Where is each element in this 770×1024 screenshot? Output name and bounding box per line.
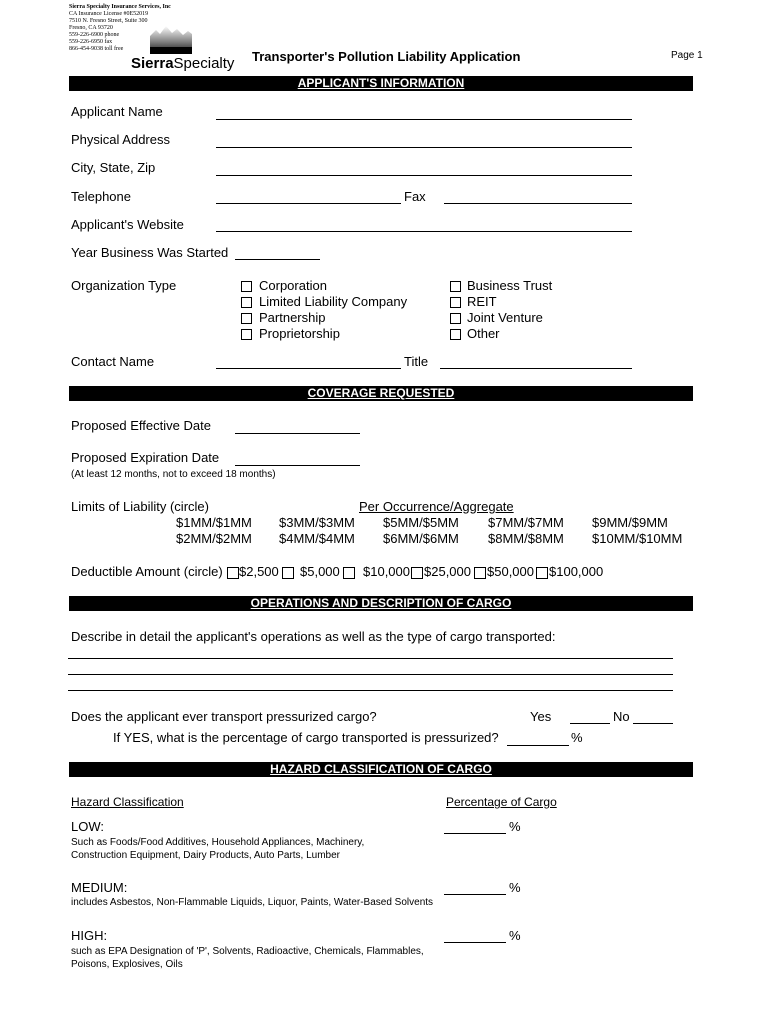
limit-option[interactable]: $8MM/$8MM: [488, 531, 564, 546]
deductible-option: $2,500: [239, 564, 279, 579]
contact-title-field[interactable]: [440, 368, 632, 369]
limit-option[interactable]: $4MM/$4MM: [279, 531, 355, 546]
llc-checkbox[interactable]: [241, 297, 252, 308]
joint-venture-checkbox[interactable]: [450, 313, 461, 324]
pressurized-no-label: No: [613, 709, 630, 724]
website-field[interactable]: [216, 231, 632, 232]
fax-label: Fax: [404, 189, 426, 204]
section-header-hazard: HAZARD CLASSIFICATION OF CARGO: [69, 762, 693, 777]
pressurized-percent-field[interactable]: [507, 745, 569, 746]
high-hazard-percent-sign: %: [509, 928, 521, 943]
expiration-note: (At least 12 months, not to exceed 18 months): [71, 469, 276, 480]
section-header-operations: OPERATIONS AND DESCRIPTION OF CARGO: [69, 596, 693, 611]
contact-title-label: Title: [404, 354, 429, 369]
address-line: 559-226-6900 phone: [69, 32, 120, 38]
applicant-name-label: Applicant Name: [71, 104, 163, 119]
high-hazard-description: such as EPA Designation of 'P', Solvents, Radioactive, Chemicals, Flammables,: [71, 946, 424, 957]
low-hazard-label: LOW:: [71, 819, 104, 834]
pressurized-question: Does the applicant ever transport pressurized cargo?: [71, 709, 377, 724]
deductible-label: Deductible Amount (circle): [71, 564, 223, 579]
high-hazard-percent-field[interactable]: [444, 942, 506, 943]
business-trust-option: Business Trust: [467, 278, 553, 293]
expiration-date-field[interactable]: [235, 465, 360, 466]
partnership-option: Partnership: [259, 310, 326, 325]
telephone-label: Telephone: [71, 189, 131, 204]
limit-option[interactable]: $7MM/$7MM: [488, 515, 564, 530]
limit-option[interactable]: $10MM/$10MM: [592, 531, 683, 546]
fax-field[interactable]: [444, 203, 632, 204]
limits-header: Per Occurrence/Aggregate: [359, 499, 514, 514]
limit-option[interactable]: $6MM/$6MM: [383, 531, 459, 546]
effective-date-label: Proposed Effective Date: [71, 418, 211, 433]
deductible-option: $50,000: [487, 564, 534, 579]
physical-address-field[interactable]: [216, 147, 632, 148]
city-state-zip-field[interactable]: [216, 175, 632, 176]
low-hazard-percent-field[interactable]: [444, 833, 506, 834]
deductible-checkbox[interactable]: [411, 567, 423, 579]
city-state-zip-label: City, State, Zip: [71, 160, 156, 175]
limit-option[interactable]: $3MM/$3MM: [279, 515, 355, 530]
business-trust-checkbox[interactable]: [450, 281, 461, 292]
telephone-field[interactable]: [216, 203, 401, 204]
high-hazard-description: Poisons, Explosives, Oils: [71, 959, 183, 970]
address-line: 7510 N. Fresno Street, Suite 300: [69, 18, 148, 24]
corporation-option: Corporation: [259, 278, 327, 293]
address-line: Fresno, CA 93720: [69, 25, 113, 31]
section-header-coverage: COVERAGE REQUESTED: [69, 386, 693, 401]
operations-description-line[interactable]: [68, 658, 673, 659]
deductible-option: $10,000: [363, 564, 410, 579]
proprietorship-option: Proprietorship: [259, 326, 340, 341]
limit-option[interactable]: $5MM/$5MM: [383, 515, 459, 530]
year-started-label: Year Business Was Started: [71, 245, 229, 260]
deductible-checkbox[interactable]: [536, 567, 548, 579]
physical-address-label: Physical Address: [71, 132, 170, 147]
corporation-checkbox[interactable]: [241, 281, 252, 292]
address-line: 559-226-6950 fax: [69, 39, 113, 45]
hazard-classification-header: Hazard Classification: [71, 795, 184, 809]
pressurized-yes-label: Yes: [530, 709, 552, 724]
pressurized-yes-field[interactable]: [570, 723, 610, 724]
operations-description-line[interactable]: [68, 690, 673, 691]
limits-label: Limits of Liability (circle): [71, 499, 209, 514]
other-checkbox[interactable]: [450, 329, 461, 340]
pressurized-percent-sign: %: [571, 730, 583, 745]
reit-checkbox[interactable]: [450, 297, 461, 308]
deductible-option: $100,000: [549, 564, 604, 579]
limit-option[interactable]: $1MM/$1MM: [176, 515, 252, 530]
logo-regular-text: Specialty: [173, 55, 235, 72]
limit-option[interactable]: $2MM/$2MM: [176, 531, 252, 546]
applicant-name-field[interactable]: [216, 119, 632, 120]
section-header-applicant: APPLICANT'S INFORMATION: [69, 76, 693, 91]
medium-hazard-percent-field[interactable]: [444, 894, 506, 895]
mountain-logo-icon: [150, 24, 192, 54]
operations-description-line[interactable]: [68, 674, 673, 675]
operations-description-label: Describe in detail the applicant's operations as well as the type of cargo transported:: [71, 629, 556, 644]
website-label: Applicant's Website: [71, 217, 184, 232]
llc-option: Limited Liability Company: [259, 294, 408, 309]
medium-hazard-percent-sign: %: [509, 880, 521, 895]
organization-type-label: Organization Type: [71, 278, 177, 293]
pressurized-percent-question: If YES, what is the percentage of cargo transported is pressurized?: [113, 730, 499, 745]
year-started-field[interactable]: [235, 259, 320, 260]
logo-bold-text: Sierra: [131, 55, 174, 72]
limit-option[interactable]: $9MM/$9MM: [592, 515, 668, 530]
deductible-checkbox[interactable]: [343, 567, 355, 579]
expiration-date-label: Proposed Expiration Date: [71, 450, 220, 465]
company-logo-text: [131, 55, 234, 72]
contact-name-field[interactable]: [216, 368, 401, 369]
percentage-of-cargo-header: Percentage of Cargo: [446, 795, 557, 809]
deductible-checkbox[interactable]: [282, 567, 294, 579]
low-hazard-percent-sign: %: [509, 819, 521, 834]
joint-venture-option: Joint Venture: [467, 310, 543, 325]
page-number: Page 1: [671, 50, 703, 61]
form-title: Transporter's Pollution Liability Application: [252, 49, 521, 64]
medium-hazard-label: MEDIUM:: [71, 880, 128, 895]
contact-name-label: Contact Name: [71, 354, 155, 369]
high-hazard-label: HIGH:: [71, 928, 108, 943]
low-hazard-description: Such as Foods/Food Additives, Household Appliances, Machinery,: [71, 837, 365, 848]
address-line: 866-454-9038 toll free: [69, 46, 124, 52]
reit-option: REIT: [467, 294, 497, 309]
address-line: CA Insurance License #0E52019: [69, 11, 149, 17]
address-line: Sierra Specialty Insurance Services, Inc: [69, 4, 171, 10]
deductible-option: $25,000: [424, 564, 471, 579]
pressurized-no-field[interactable]: [633, 723, 673, 724]
deductible-checkbox[interactable]: [227, 567, 239, 579]
low-hazard-description: Construction Equipment, Dairy Products, Auto Parts, Lumber: [71, 850, 341, 861]
partnership-checkbox[interactable]: [241, 313, 252, 324]
deductible-option: $5,000: [300, 564, 340, 579]
proprietorship-checkbox[interactable]: [241, 329, 252, 340]
effective-date-field[interactable]: [235, 433, 360, 434]
medium-hazard-description: includes Asbestos, Non-Flammable Liquids, Liquor, Paints, Water-Based Solvents: [71, 897, 434, 908]
deductible-checkbox[interactable]: [474, 567, 486, 579]
other-option: Other: [467, 326, 500, 341]
